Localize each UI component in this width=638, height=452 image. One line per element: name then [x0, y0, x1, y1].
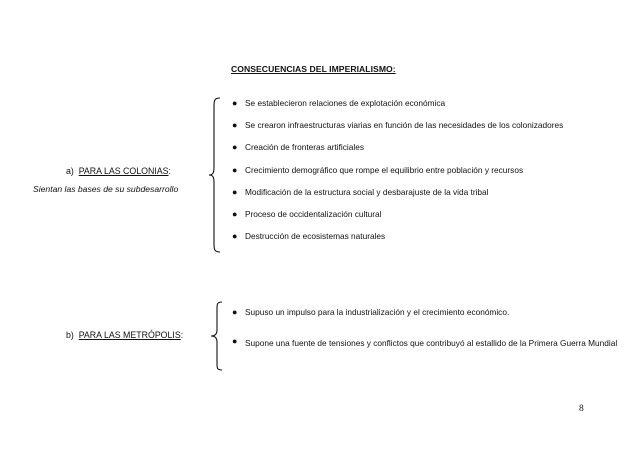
- section-a-label: [66, 166, 171, 176]
- bullet-dot-icon: ●: [232, 187, 238, 197]
- section-a-subtitle: Sientan las bases de su subdesarrollo: [33, 184, 179, 194]
- bullet-dot-icon: ●: [232, 307, 238, 317]
- left-brace-icon: [210, 301, 224, 371]
- section-b-label: [66, 330, 183, 340]
- section-b-colon: :: [180, 330, 184, 340]
- section-b-marker: b): [66, 330, 74, 340]
- bullet-dot-icon: ●: [232, 231, 238, 241]
- section-a-title: PARA LAS COLONIAS: [78, 166, 169, 176]
- section-a-colon: :: [168, 166, 171, 176]
- page-number: 8: [579, 404, 584, 414]
- bullet-dot-icon: ●: [232, 209, 238, 219]
- bullet-dot-icon: ●: [232, 142, 238, 152]
- bullet-dot-icon: ●: [232, 98, 238, 108]
- left-brace-icon: [208, 97, 222, 253]
- bullet-dot-icon: ●: [232, 120, 238, 130]
- bullet-dot-icon: ●: [232, 336, 238, 346]
- section-a-list: ● Se establecieron relaciones de explotación económica ● Se crearon infraestructuras viarias en función de las necesidades de los colonizadores ● Creación de fronteras artificiales ● Crecimiento demográfico que rompe el equilibrio entre población y recursos ● Modificación de la estructura social y desbarajuste de la vida tribal ● Proceso de occidentalización cultural ● Destrucción de ecosistemas naturales: [232, 98, 564, 241]
- page-title: CONSECUENCIAS DEL IMPERIALISMO:: [231, 64, 396, 74]
- bullet-dot-icon: ●: [232, 165, 238, 175]
- section-a-marker: a): [66, 166, 74, 176]
- section-b-title: PARA LAS METRÓPOLIS: [78, 330, 181, 340]
- section-b-list: ● Supuso un impulso para la industrialización y el crecimiento económico. ● Supone una fuente de tensiones y conflictos que contribuyó al estallido de la Primera Guerra Mundial: [232, 307, 618, 348]
